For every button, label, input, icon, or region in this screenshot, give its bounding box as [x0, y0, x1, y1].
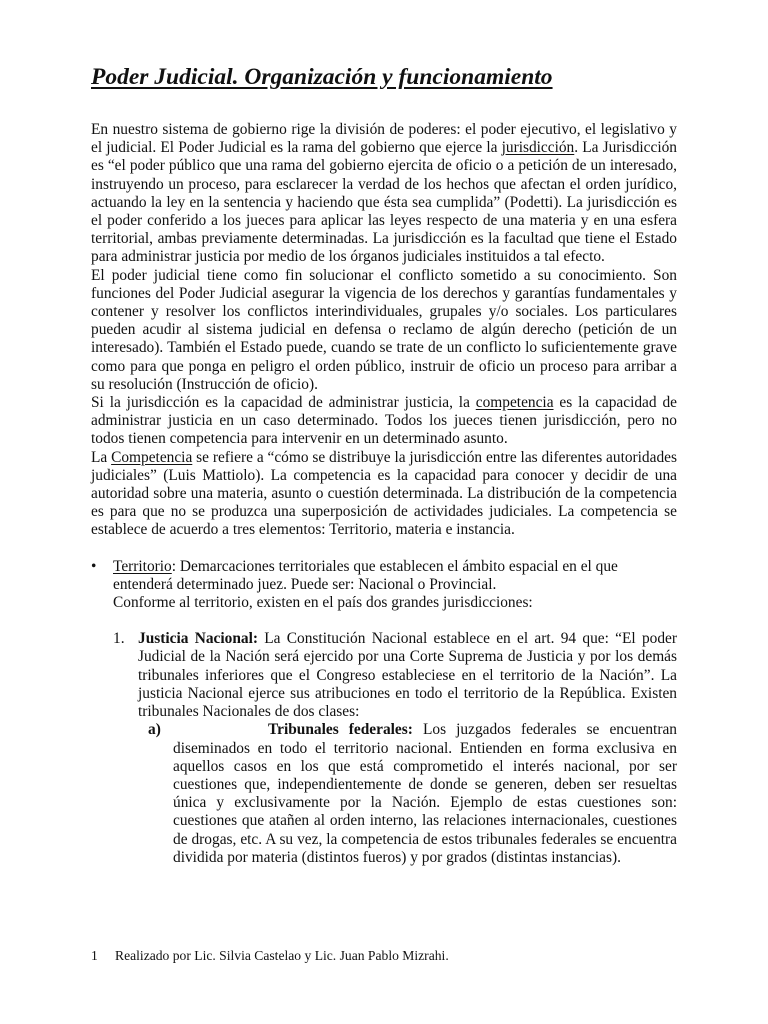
bullet-marker: • — [91, 557, 97, 575]
page-title: Poder Judicial. Organización y funcionamiento — [91, 64, 553, 90]
term-justicia-nacional: Justicia Nacional: — [138, 630, 258, 648]
bullet-territorio — [91, 558, 677, 613]
term-territorio: Territorio — [113, 557, 172, 575]
bullet-text: : Demarcaciones territoriales que establecen el ámbito espacial en el que entenderá determinado juez. Puede ser: Nacional o Provincial. — [113, 557, 618, 593]
paragraph-text: se refiere a “cómo se distribuye la jurisdicción entre las diferentes autoridades judiciales” (Luis Mattiolo). La competencia es la capacidad para conocer y decidir de una autoridad sobre una materia, asunto o cuestión determinada. La distribución de la competencia es para que no se produzca una superposición de actividades judiciales. La competencia se establece de acuerdo a tres elementos: Territorio, materia e instancia. — [91, 448, 677, 539]
sub-item-tribunales-federales — [138, 721, 677, 867]
numbered-item-justicia-nacional — [91, 630, 677, 867]
letter-marker: a) — [148, 721, 161, 739]
paragraph-text: Si la jurisdicción es la capacidad de administrar justicia, la — [91, 394, 476, 412]
paragraph-text: La — [91, 448, 112, 466]
sub-item-text: Los juzgados federales se encuentran diseminados en todo el territorio nacional. Entienden en forma exclusiva en aquellos casos en los que está comprometido el interés nacional, por ser cuestiones que, independientemente de donde se generen, deben ser resueltas única y exclusivamente por la Nación. Ejemplo de estas cuestiones son: cuestiones que atañen al orden interno, las relaciones internacionales, cuestiones de drogas, etc. A su vez, la competencia de estos tribunales federales se encuentra dividida por materia (distintos fueros) y por grados (distintas instancias). — [173, 721, 677, 866]
paragraph-fin-poder-judicial: El poder judicial tiene como fin solucionar el conflicto sometido a su conocimiento. Son funciones del Poder Judicial asegurar la vigencia de los derechos y garantías fundamentales y contener y resolver los conflictos interindividuales, grupales y/o sociales. Los particulares pueden acudir al sistema judicial en defensa o reclamo de algún derecho (petición de un interesado). También el Estado puede, cuando se trate de un conflicto lo suficientemente grave como para que ponga en peligro el orden público, instruir de oficio un proceso para arribar a su resolución (Instrucción de oficio). — [91, 266, 677, 393]
paragraph-competencia-distribucion — [91, 449, 677, 540]
term-competencia-title: Competencia — [111, 448, 193, 466]
term-jurisdiccion: jurisdicción — [501, 139, 575, 157]
footnote-text: Realizado por Lic. Silvia Castelao y Lic. Juan Pablo Mizrahi. — [115, 948, 449, 963]
paragraph-text: En nuestro sistema de gobierno rige la división de poderes: el poder ejecutivo, el legislativo y el judicial. El Poder Judicial es la rama del gobierno que ejerce la — [91, 121, 677, 157]
paragraph-competencia-definicion — [91, 394, 677, 449]
footnote-number: 1 — [91, 948, 98, 963]
document-body — [91, 121, 677, 867]
footnote — [91, 948, 449, 964]
term-competencia: competencia — [475, 394, 554, 412]
paragraph-text: . La Jurisdicción es “el poder público que una rama del gobierno ejercita de oficio o a petición de un interesado, instruyendo un proceso, para esclarecer la verdad de los hechos que afectan el orden jurídico, actuando la ley en la sentencia y haciendo que ésta sea cumplida” (Podetti). La jurisdicción es el poder conferido a los jueces para aplicar las leyes respecto de una materia y en una esfera territorial, ambas previamente determinadas. La jurisdicción es la facultad que tiene el Estado para administrar justicia por medio de los órganos judiciales instituidos a tal efecto. — [91, 139, 677, 266]
paragraph-jurisdiccion — [91, 121, 677, 267]
numbered-text: La Constitución Nacional establece en el art. 94 que: “El poder Judicial de la Nación será ejercido por una Corte Suprema de Justicia y por los demás tribunales inferiores que el Congreso estableciese en el territorio de la Nación”. La justicia Nacional ejerce sus atribuciones en todo el territorio de la República. Existen tribunales Nacionales de dos clases: — [138, 630, 677, 721]
term-tribunales-federales: Tribunales federales: — [268, 721, 413, 739]
paragraph-text: es la capacidad de administrar justicia en un caso determinado. Todos los jueces tienen jurisdicción, pero no todos tienen competencia para intervenir en un determinado asunto. — [91, 394, 677, 448]
number-marker: 1. — [113, 630, 125, 648]
bullet-line-2: Conforme al territorio, existen en el país dos grandes jurisdicciones: — [113, 594, 533, 612]
spacer — [91, 540, 677, 558]
